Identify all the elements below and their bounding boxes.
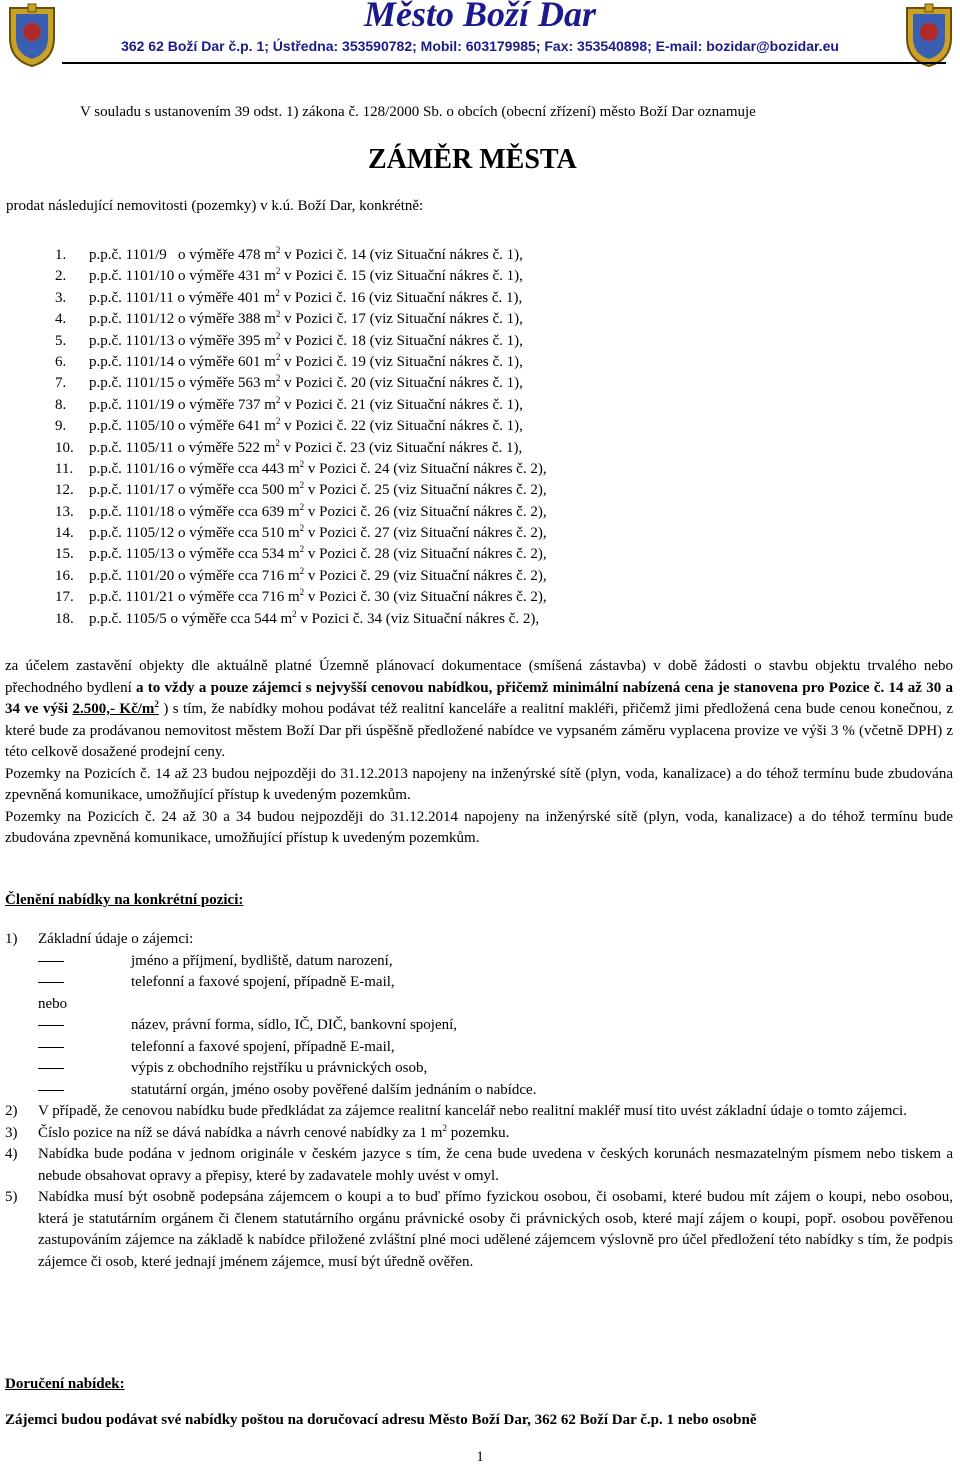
delivery-text: Zájemci budou podávat své nabídky poštou na doručovací adresu Město Boží Dar, 362 62 Boží Dar č.p. 1 nebo osobně <box>5 1412 757 1428</box>
plot-item: 16. p.p.č. 1101/20 o výměře cca 716 $m^2$ v Pozici č. 29 (viz Situační nákres č. 2), <box>55 565 547 584</box>
or-text: nebo <box>38 995 68 1012</box>
requirement-item: 1) Základní údaje o zájemci: <box>5 931 194 947</box>
terms-paragraph: Pozemky na Pozicích č. 14 až 23 budou nejpozději do 31.12.2013 napojeny na inženýrské sítě (plyn, voda, kanalizace) a do téhož termínu bude zbudována zpevněná komunikace, umožňující přístup k uvedeným pozemkům. <box>5 765 953 803</box>
intro-text: V souladu s ustanovením 39 odst. 1) zákona č. 128/2000 Sb. o obcích (obecní zřízení) město Boží Dar oznamuje <box>80 104 756 120</box>
detail-list-item: telefonní a faxové spojení, případně E-mail, <box>5 1037 953 1059</box>
delivery-heading: Doručení nabídek: <box>5 1376 125 1392</box>
plot-list <box>55 245 547 630</box>
plot-item: 1. p.p.č. 1101/9 o výměře 478 $m^2$ v Pozici č. 14 (viz Situační nákres č. 1), <box>55 245 523 263</box>
offer-requirements <box>5 929 953 1273</box>
plot-item: 12. p.p.č. 1101/17 o výměře cca 500 $m^2$ v Pozici č. 25 (viz Situační nákres č. 2), <box>55 480 547 499</box>
plot-item: 4. p.p.č. 1101/12 o výměře 388 $m^2$ v Pozici č. 17 (viz Situační nákres č. 1), <box>55 309 523 328</box>
detail-list-item: statutární orgán, jméno osoby pověřené dalším jednáním o nabídce. <box>5 1080 953 1102</box>
plot-item: 18. p.p.č. 1105/5 o výměře cca 544 $m^2$ v Pozici č. 34 (viz Situační nákres č. 2), <box>55 608 540 627</box>
requirement-item: 2) V případě, že cenovou nabídku bude předkládat za zájemce realitní kancelář nebo realitní makléř musí tito uvést základní údaje o tomto zájemci. <box>5 1103 907 1119</box>
terms-paragraph: Pozemky na Pozicích č. 24 až 30 a 34 budou nejpozději do 31.12.2014 napojeny na inženýrské sítě (plyn, voda, kanalizace) a do téhož termínu bude zbudována zpevněná komunikace, umožňující přístup k uvedeným pozemkům. <box>5 808 953 846</box>
plot-item: 10. p.p.č. 1105/11 o výměře 522 $m^2$ v Pozici č. 23 (viz Situační nákres č. 1), <box>55 437 523 456</box>
plot-item: 6. p.p.č. 1101/14 o výměře 601 $m^2$ v Pozici č. 19 (viz Situační nákres č. 1), <box>55 351 523 370</box>
subject-text: prodat následující nemovitosti (pozemky) v k.ú. Boží Dar, konkrétně: <box>6 198 424 214</box>
document-title: ZÁMĚR MĚSTA <box>368 144 577 175</box>
letterhead-contact: 362 62 Boží Dar č.p. 1; Ústředna: 353590782; Mobil: 603179985; Fax: 353540898; E-mail: bozidar@bozidar.eu <box>121 38 839 54</box>
detail-list-item: telefonní a faxové spojení, případně E-mail, <box>5 972 953 994</box>
detail-list-item: jméno a příjmení, bydliště, datum narození, <box>5 951 953 973</box>
letterhead-title: Město Boží Dar <box>363 0 597 34</box>
plot-item: 7. p.p.č. 1101/15 o výměře 563 $m^2$ v Pozici č. 20 (viz Situační nákres č. 1), <box>55 373 523 392</box>
plot-item: 11. p.p.č. 1101/16 o výměře cca 443 $m^2$ v Pozici č. 24 (viz Situační nákres č. 2), <box>55 458 547 477</box>
terms-paragraph: za účelem zastavění objekty dle aktuálně platné Územně plánovací dokumentace (smíšená zástavba) v době žádosti o stavbu objektu trvalého nebo přechodného bydlení a to vždy a pouze zájemci s nejvyšší cenovou nabídkou, přičemž minimální nabízená cena je stanovena pro Pozice č. 14 až 30 a 34 ve výši 2.500,- $Kč/m^2$ ) s tím, že nabídky mohou podávat též realitní kanceláře a realitní makléři, přičemž jimi předložená cena bude cenou konečnou, z které bude za prodávanou nemovitost městem Boží Dar při úspěšně předložené nabídce ve vypsaném záměru vyplacena provize ve výši 3 % (včetně DPH) z této celkově dosažené prodejní ceny. <box>5 658 953 760</box>
detail-list-item: název, právní forma, sídlo, IČ, DIČ, bankovní spojení, <box>5 1015 953 1037</box>
plot-item: 14. p.p.č. 1105/12 o výměře cca 510 $m^2$ v Pozici č. 27 (viz Situační nákres č. 2), <box>55 523 547 542</box>
plot-item: 2. p.p.č. 1101/10 o výměře 431 $m^2$ v Pozici č. 15 (viz Situační nákres č. 1), <box>55 266 523 285</box>
requirement-item: 3) Číslo pozice na níž se dává nabídka a návrh cenové nabídky za 1 $m^2$ pozemku. <box>5 1122 510 1141</box>
plot-item: 5. p.p.č. 1101/13 o výměře 395 $m^2$ v Pozici č. 18 (viz Situační nákres č. 1), <box>55 330 523 349</box>
detail-list-item: výpis z obchodního rejstříku u právnických osob, <box>5 1058 953 1080</box>
plot-item: 8. p.p.č. 1101/19 o výměře 737 $m^2$ v Pozici č. 21 (viz Situační nákres č. 1), <box>55 394 523 413</box>
letterhead-divider <box>62 62 946 64</box>
plot-item: 17. p.p.č. 1101/21 o výměře cca 716 $m^2$ v Pozici č. 30 (viz Situační nákres č. 2), <box>55 587 547 606</box>
offer-structure-heading: Členění nabídky na konkrétní pozici: <box>5 892 244 908</box>
plot-item: 9. p.p.č. 1105/10 o výměře 641 $m^2$ v Pozici č. 22 (viz Situační nákres č. 1), <box>55 416 523 435</box>
requirement-item: 4) Nabídka bude podána v jednom originále v českém jazyce s tím, že cena bude uvedena v českých korunách nesmazatelným písmem nebo tiskem a nebude obsahovat opravy a přepisy, které by zadavatele mohly uvést v omyl. <box>5 1146 953 1184</box>
page-number: 1 <box>476 1449 484 1465</box>
plot-item: 3. p.p.č. 1101/11 o výměře 401 $m^2$ v Pozici č. 16 (viz Situační nákres č. 1), <box>55 287 523 306</box>
plot-item: 13. p.p.č. 1101/18 o výměře cca 639 $m^2$ v Pozici č. 26 (viz Situační nákres č. 2), <box>55 501 547 520</box>
plot-item: 15. p.p.č. 1105/13 o výměře cca 534 $m^2$ v Pozici č. 28 (viz Situační nákres č. 2), <box>55 544 547 563</box>
requirement-item: 5) Nabídka musí být osobně podepsána zájemcem o koupi a to buď přímo fyzickou osobou, či osobami, které budou mít zájem o koupi, nebo osobou, která je statutárním orgánem či členem statutárního orgánu právnické osoby či právnických osob, které mají zájem o koupi, popř. osobou pověřenou zastupováním zájemce na základě k nabídce přiložené zvláštní plné moci udělené zájemcem výslovně pro účel předložení této nabídky s tím, že podpis zájemce či osob, které jednají jménem zájemce, musí být úředně ověřen. <box>5 1189 953 1270</box>
terms-text <box>5 656 953 850</box>
